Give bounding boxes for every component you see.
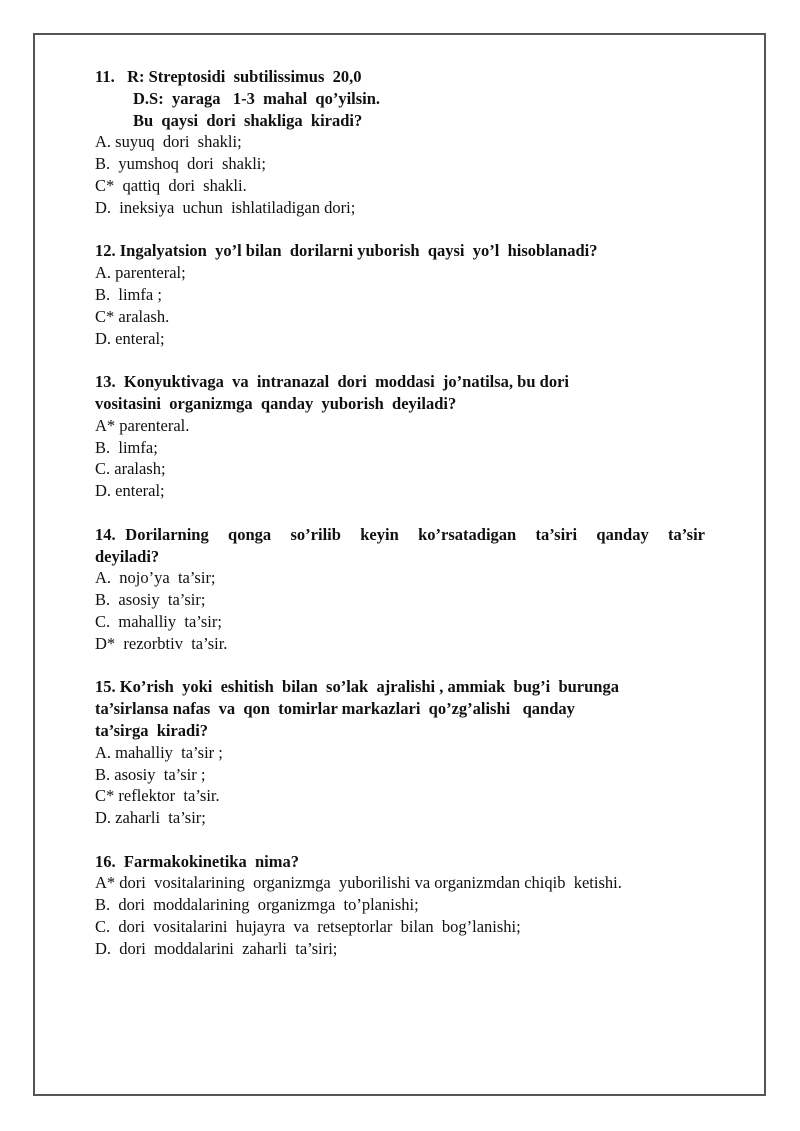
question-15 — [95, 676, 705, 829]
question-16-line-1 — [95, 851, 705, 873]
question-13-answer-c: C. aralash; — [95, 459, 166, 479]
test-content — [95, 66, 705, 981]
question-15-answer-d: D. zaharli ta’sir; — [95, 808, 206, 828]
question-14-line-1 — [95, 524, 705, 546]
question-13 — [95, 371, 705, 502]
question-12-answer-a: A. parenteral; — [95, 263, 186, 283]
question-13-number: 13. — [95, 372, 116, 392]
question-11-answer-a: A. suyuq dori shakli; — [95, 132, 242, 152]
question-12-number: 12 — [95, 241, 112, 261]
question-16-answer-c: C. dori vositalarini hujayra va retseptorlar bilan bog’lanishi; — [95, 917, 521, 937]
question-12-answer-d: D. enteral; — [95, 328, 165, 348]
question-16 — [95, 851, 705, 960]
question-11-answer-d: D. ineksiya uchun ishlatiladigan dori; — [95, 197, 356, 217]
question-11-text-2: D.S: yaraga 1-3 mahal qo’yilsin. — [133, 88, 381, 108]
question-13-text-2: vositasini organizmga qanday yuborish deyiladi? — [95, 393, 457, 413]
question-11-text-1: R: Streptosidi subtilissimus 20,0 — [127, 67, 362, 86]
question-12-text-1: . Ingalyatsion yo’l bilan dorilarni yuborish qaysi yo’l hisoblanadi? — [111, 241, 598, 261]
question-14-number: 14. — [95, 524, 116, 544]
question-16-answer-a: A* dori vositalarining organizmga yuborilishi va organizmdan chiqib ketishi. — [95, 873, 622, 893]
question-15-text-2: ta’sirlansa nafas va qon tomirlar markazlari qo’zg’alishi qanday — [95, 699, 575, 719]
question-15-number: 15. — [95, 677, 116, 697]
question-14-answer-d: D* rezorbtiv ta’sir. — [95, 633, 228, 653]
question-16-answer-b: B. dori moddalarining organizmga to’planishi; — [95, 895, 419, 915]
question-12-answer-b: B. limfa ; — [95, 284, 162, 304]
question-15-answer-a: A. mahalliy ta’sir ; — [95, 742, 223, 762]
question-13-answer-a: A* parenteral. — [95, 415, 190, 435]
question-15-text-3: ta’sirga kiradi? — [95, 720, 209, 740]
question-14-text-2: deyiladi? — [95, 546, 160, 566]
question-14-answer-c: C. mahalliy ta’sir; — [95, 611, 222, 631]
question-16-number: 16. — [95, 851, 116, 871]
question-14-answer-a: A. nojo’ya ta’sir; — [95, 568, 216, 588]
question-11-line-1 — [95, 66, 705, 88]
question-13-text-1: Konyuktivaga va intranazal dori moddasi jo’natilsa, bu dori — [123, 372, 569, 392]
question-16-text-1: Farmakokinetika nima? — [123, 851, 299, 871]
question-16-answer-d: D. dori moddalarini zaharli ta’siri; — [95, 938, 338, 958]
question-15-line-1 — [95, 676, 705, 698]
question-14-answer-b: B. asosiy ta’sir; — [95, 590, 206, 610]
question-12-line-1 — [95, 240, 705, 262]
question-15-answer-c: C* reflektor ta’sir. — [95, 786, 220, 806]
question-13-answer-b: B. limfa; — [95, 437, 158, 457]
question-11 — [95, 66, 705, 219]
question-13-answer-d: D. enteral; — [95, 481, 165, 501]
question-13-line-1 — [95, 371, 705, 393]
question-12 — [95, 240, 705, 349]
question-14 — [95, 524, 705, 655]
question-14-text-1: Dorilarning qonga so’rilib keyin ko’rsatadigan ta’siri qanday ta’sir — [125, 524, 705, 544]
question-15-text-1: Ko’rish yoki eshitish bilan so’lak ajralishi , ammiak bug’i burunga — [119, 677, 619, 697]
question-11-answer-c: C* qattiq dori shakli. — [95, 175, 247, 195]
question-11-answer-b: B. yumshoq dori shakli; — [95, 154, 266, 174]
question-15-answer-b: B. asosiy ta’sir ; — [95, 764, 206, 784]
question-11-number: 11. — [95, 67, 115, 86]
question-12-answer-c: C* aralash. — [95, 306, 170, 326]
question-11-text-3: Bu qaysi dori shakliga kiradi? — [133, 110, 363, 130]
